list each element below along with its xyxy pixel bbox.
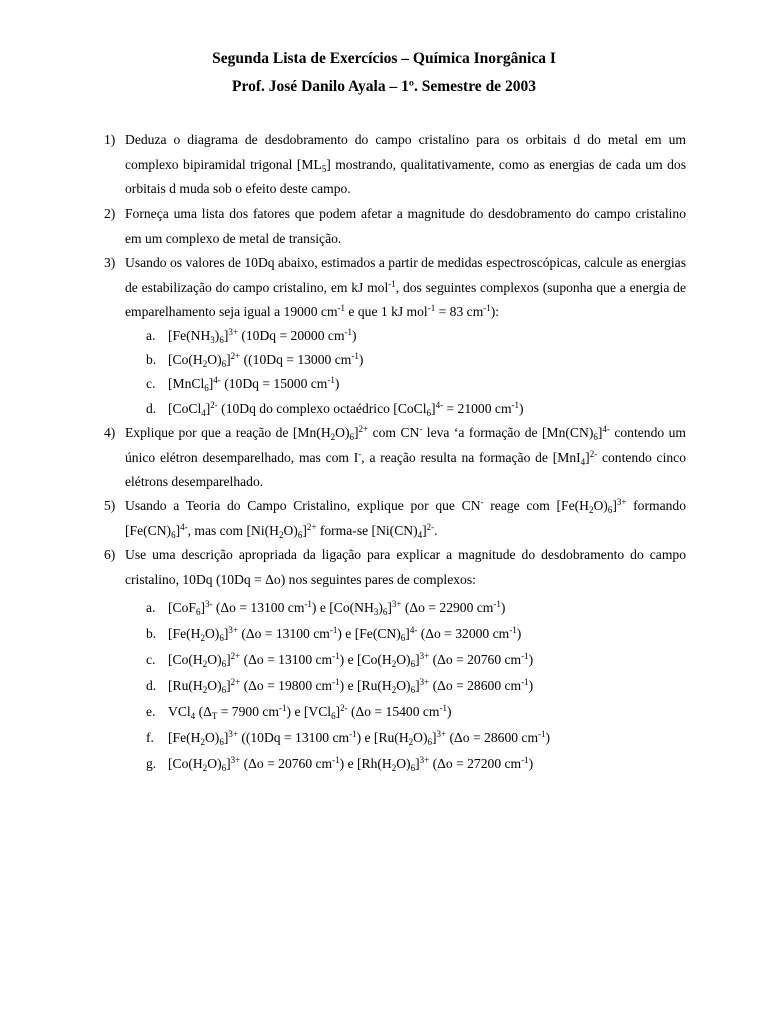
document-subtitle: Prof. José Danilo Ayala – 1º. Semestre de 2003 (232, 78, 536, 95)
question-number: 5) (104, 498, 116, 513)
list-item-letter: a. (146, 600, 156, 615)
list-item (146, 752, 533, 777)
question-number: 3) (104, 255, 116, 270)
question-number: 6) (104, 547, 116, 562)
list-item-text: $[CoF_6]^{3-}$ (Δo = 13100 $cm^{-1}$) e $[Co(NH_3)_6]^{3+}$ (Δo = 22900 $cm^{-1}$) (168, 599, 506, 617)
list-item-text: $[Fe(NH_3)_6]^{3+}$ (10Dq = 20000 $cm^{-1}$) (168, 327, 357, 345)
question-text: Usando a Teoria do Campo Cristalino, explique por que CN- reage com $[Fe(H_2O)_6]^{3+}$ formando $[Fe(CN)_6]^{4-}$, mas com $[Ni(H_2O)_6]^{2+}$ forma-se $[Ni(CN)_4]^{2-}$. (125, 497, 686, 540)
list-item-text: [CoCl$_4$]$^{2-}$ (10Dq do complexo octaédrico [CoCl$_6$]$^{4-}$ = 21000 $cm^{-1}$) (168, 400, 524, 418)
list-item (146, 622, 521, 647)
question-1 (104, 128, 686, 202)
list-item (146, 348, 363, 373)
question-text: Forneça uma lista dos fatores que podem afetar a magnitude do desdobramento do campo cristalino em um complexo de metal de transição. (125, 206, 686, 246)
question-number: 2) (104, 206, 116, 221)
list-item-text: $[Co(H_2O)_6]^{3+}$ (Δo = 20760 $cm^{-1}$) e $[Rh(H_2O)_6]^{3+}$ (Δo = 27200 $cm^{-1}$) (168, 755, 534, 773)
list-item (146, 700, 452, 725)
list-item (146, 372, 339, 397)
question-number: 4) (104, 425, 116, 440)
question-text: Explique por que a reação de $[Mn(H_2O)_6]^{2+}$ com CN- leva ‘a formação de $[Mn(CN)_6]^{4-}$ contendo um único elétron desemparelhado, mas com I-, a reação resulta na formação de $[MnI_4]^{2-}$ contendo cinco elétrons desemparelhado. (125, 424, 686, 489)
list-item-text: $[Co(H_2O)_6]^{2+}$ ((10Dq = 13000 $cm^{-1}$) (168, 351, 364, 369)
list-item-text: [MnCl$_6$]$^{4-}$ (10Dq = 15000 $cm^{-1}$) (168, 375, 340, 393)
list-item-letter: f. (146, 730, 154, 745)
list-item (146, 397, 524, 422)
list-item (146, 674, 533, 699)
question-text: Use uma descrição apropriada da ligação para explicar a magnitude do desdobramento do campo cristalino, 10Dq (10Dq = Δo) nos seguintes pares de complexos: (125, 547, 686, 587)
list-item-text: $[Co(H_2O)_6]^{2+}$ (Δo = 13100 $cm^{-1}$) e $[Co(H_2O)_6]^{3+}$ (Δo = 20760 $cm^{-1}$) (168, 651, 534, 669)
question-3 (104, 251, 686, 325)
list-item-text: $[Fe(H_2O)_6]^{3+}$ (Δo = 13100 $cm^{-1}$) e $[Fe(CN)_6]^{4-}$ (Δo = 32000 $cm^{-1}$) (168, 625, 522, 643)
list-item (146, 726, 550, 751)
list-item-text: $[Fe(H_2O)_6]^{3+}$ ((10Dq = 13100 $cm^{-1}$) e $[Ru(H_2O)_6]^{3+}$ (Δo = 28600 $cm^{-1}$) (168, 729, 551, 747)
question-text: Deduza o diagrama de desdobramento do campo cristalino para os orbitais d do metal em um complexo bipiramidal trigonal $[ML_5]$ mostrando, qualitativamente, como as energias de cada um dos orbitais d muda sob o efeito deste campo. (125, 132, 686, 196)
question-5 (104, 494, 686, 543)
list-item-text: $[Ru(H_2O)_6]^{2+}$ (Δo = 19800 $cm^{-1}$) e $[Ru(H_2O)_6]^{3+}$ (Δo = 28600 $cm^{-1}$) (168, 677, 534, 695)
question-text: Usando os valores de 10Dq abaixo, estimados a partir de medidas espectroscópicas, calcule as energias de estabilização do campo cristalino, em kJ mol$^{-1}$, dos seguintes complexos (suponha que a energia de emparelhamento seja igual a 19000 $cm^{-1}$ e que 1 kJ mol$^{-1}$ = 83 $cm^{-1}$): (125, 255, 686, 319)
list-item-letter: b. (146, 626, 157, 641)
list-item-letter: d. (146, 401, 157, 416)
list-item (146, 648, 533, 673)
question-2 (104, 202, 686, 251)
question-number: 1) (104, 132, 116, 147)
question-4 (104, 421, 686, 495)
list-item (146, 324, 357, 349)
list-item-letter: b. (146, 352, 157, 367)
list-item-text: VCl$_4$ ($\Delta_T = 7900$ $cm^{-1}$) e $[VCl_6]^{2-}$ (Δo = 15400 $cm^{-1}$) (168, 703, 452, 721)
list-item-letter: c. (146, 376, 156, 391)
list-item-letter: c. (146, 652, 156, 667)
list-item-letter: e. (146, 704, 156, 719)
question-6 (104, 543, 686, 592)
list-item (146, 596, 505, 621)
list-item-letter: d. (146, 678, 157, 693)
list-item-letter: a. (146, 328, 156, 343)
document-title: Segunda Lista de Exercícios – Química Inorgânica I (212, 50, 556, 67)
list-item-letter: g. (146, 756, 157, 771)
